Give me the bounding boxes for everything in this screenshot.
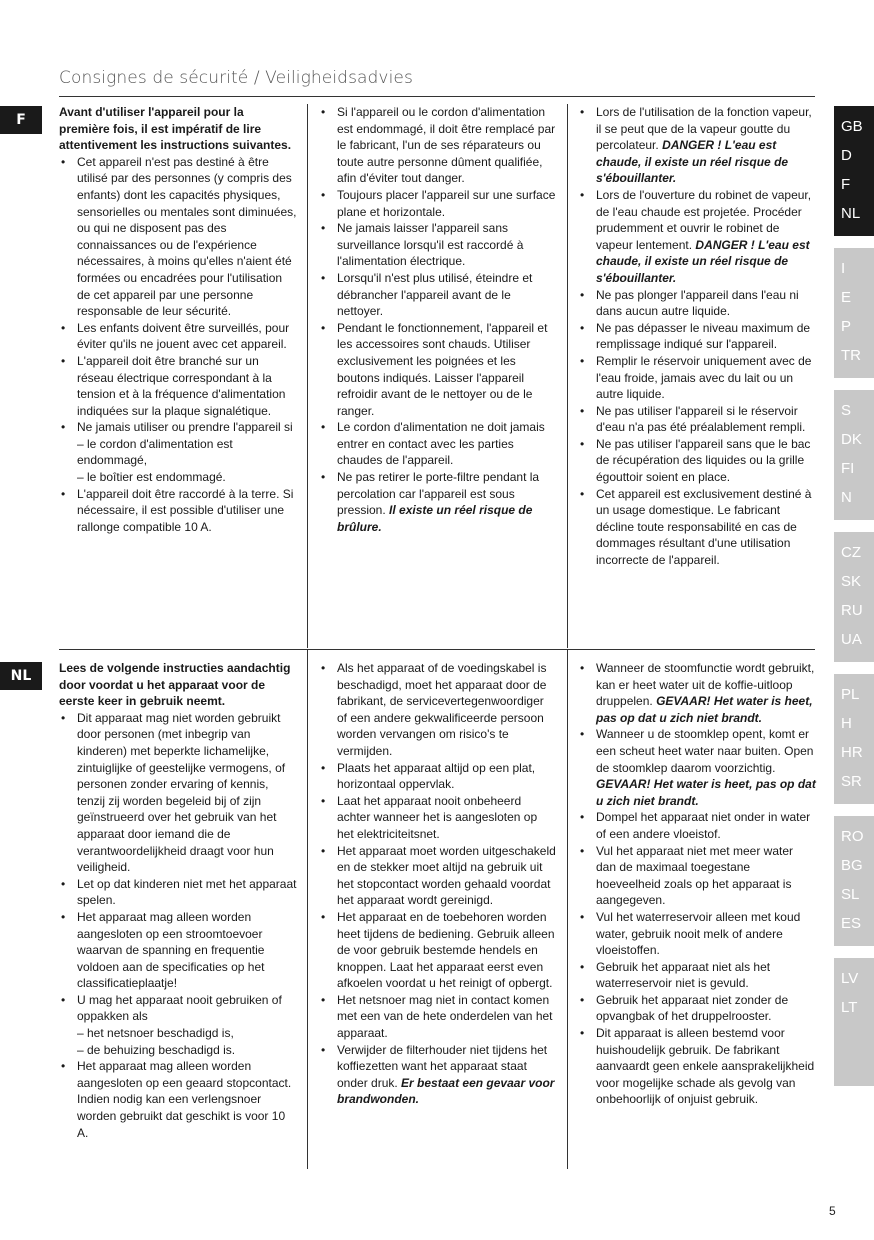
page-title: Consignes de sécurité / Veiligheidsadvies (59, 68, 413, 88)
list-item: • Cet appareil n'est pas destiné à être utilisé par des personnes (y compris des enfants) dont les capacités physiques, sensorielles ou mentales sont diminuées, ou qui ne disposent pas des connaissances ou de l'expérience nécessaires, à moins qu'elles n'aient été formées ou encadrées pour l'utilisation de cet appareil par une personne responsable de leur sécurité. (59, 154, 297, 320)
language-index-label: SR (841, 773, 862, 790)
language-index-group-2 (834, 248, 874, 378)
fr-column-2 (319, 104, 557, 535)
warning-text: GEVAAR! Het water is heet, pas op dat u zich niet brandt. (596, 777, 816, 808)
list-item: • Vul het apparaat niet met meer water dan de maximaal toegestane hoeveelheid zoals op het apparaat is aangegeven. (578, 843, 816, 909)
list-item-text: Ne pas retirer le porte-filtre pendant la percolation car l'appareil est sous pression. (337, 470, 540, 518)
list-item: • Gebruik het apparaat niet zonder de opvangbak of het druppelrooster. (578, 992, 816, 1025)
language-index-label: ES (841, 915, 862, 932)
language-index-label: GB (841, 118, 863, 135)
list-item: • Les enfants doivent être surveillés, pour éviter qu'ils ne jouent avec cet appareil. (59, 320, 297, 353)
nl-column-2 (319, 660, 557, 1108)
list-item: • L'appareil doit être branché sur un réseau électrique correspondant à la tension et à la fréquence d'alimentation indiquées sur la plaque signalétique. (59, 353, 297, 419)
language-index-label: P (841, 318, 852, 335)
fr-col3-list (578, 104, 816, 569)
list-item: • Ne pas plonger l'appareil dans l'eau ni dans aucun autre liquide. (578, 287, 816, 320)
language-index-label: SK (841, 573, 862, 590)
column-divider (567, 104, 568, 648)
list-subitem: – le cordon d'alimentation est endommagé, (77, 436, 233, 468)
list-item: • Pendant le fonctionnement, l'appareil et les accessoires sont chauds. Utiliser exclusivement les poignées et les boutons indiqués. Laisser l'appareil refroidir avant de le nettoyer ou de le ranger. (319, 320, 557, 420)
list-item (319, 1042, 557, 1108)
list-item: • Si l'appareil ou le cordon d'alimentation est endommagé, il doit être remplacé par le fabricant, l'un de ses réparateurs ou toute autre personne dûment qualifiée, afin d'éviter tout danger. (319, 104, 557, 187)
column-divider (567, 649, 568, 1169)
language-index-label: H (841, 715, 852, 732)
list-item: • Toujours placer l'appareil sur une surface plane et horizontale. (319, 187, 557, 220)
column-divider (307, 104, 308, 648)
fr-column-1 (59, 104, 297, 535)
fr-col2-list (319, 104, 557, 535)
list-item: • Cet appareil est exclusivement destiné à un usage domestique. Le fabricant décline toute responsabilité en cas de dommages résultant d'une utilisation incorrecte de l'appareil. (578, 486, 816, 569)
list-item-text: Wanneer de stoomfunctie wordt gebruikt, kan er heet water uit de koffie-uitloop druppelen. (596, 661, 815, 709)
list-item (59, 992, 297, 1058)
list-item-text: U mag het apparaat nooit gebruiken of oppakken als (77, 992, 282, 1024)
column-divider (307, 649, 308, 1169)
list-item: • Laat het apparaat nooit onbeheerd achter wanneer het is aangesloten op het elektriciteitsnet. (319, 793, 557, 843)
list-item (578, 726, 816, 809)
list-item: • Als het apparaat of de voedingskabel is beschadigd, moet het apparaat door de fabrikant, de servicevertegenwoordiger of een andere gekwalificeerde persoon worden vervangen om risico's te vermijden. (319, 660, 557, 760)
language-index-label: SL (841, 886, 860, 903)
fr-column-3 (578, 104, 816, 569)
language-index-label: LT (841, 999, 858, 1016)
list-item: • Dit apparaat mag niet worden gebruikt door personen (met inbegrip van kinderen) met beperkte lichamelijke, zintuiglijke of geestelijke vermogens, of personen zonder ervaring of kennis, tenzij zij worden begeleid bij of zijn geïnstrueerd over het gebruik van het apparaat door iemand die de verantwoordelijkheid draagt voor hun veiligheid. (59, 710, 297, 876)
list-item: • Vul het waterreservoir alleen met koud water, gebruik nooit melk of andere vloeistoffen. (578, 909, 816, 959)
list-item: • Ne pas utiliser l'appareil si le réservoir d'eau n'a pas été préalablement rempli. (578, 403, 816, 436)
language-index-label: LV (841, 970, 859, 987)
list-item: • Het apparaat moet worden uitgeschakeld en de stekker moet altijd na gebruik uit het stopcontact worden gehaald voordat het apparaat wordt gereinigd. (319, 843, 557, 909)
title-divider (59, 96, 815, 97)
nl-col1-list (59, 710, 297, 1141)
section-tag-fr: F (0, 106, 42, 134)
language-index-label: BG (841, 857, 863, 874)
list-item: • Lorsqu'il n'est plus utilisé, éteindre et débrancher l'appareil avant de le nettoyer. (319, 270, 557, 320)
list-item-text: Lors de l'ouverture du robinet de vapeur, de l'eau chaude est projetée. Procéder prudemment et ouvrir le robinet de vapeur lentement. (596, 187, 812, 252)
list-item (319, 469, 557, 535)
language-index-label: I (841, 260, 846, 277)
language-index-group-7 (834, 958, 874, 1086)
language-index-group-4 (834, 532, 874, 662)
language-index-group-1 (834, 106, 874, 236)
list-subitem: – le boîtier est endommagé. (77, 470, 226, 485)
language-index-label: S (841, 402, 852, 419)
list-item (578, 187, 816, 287)
list-item-text: Ne jamais utiliser ou prendre l'appareil si (77, 420, 293, 435)
language-index-label: UA (841, 631, 862, 648)
list-item: • L'appareil doit être raccordé à la terre. Si nécessaire, il est possible d'utiliser une rallonge compatible 10 A. (59, 486, 297, 536)
language-index-label: RU (841, 602, 863, 619)
language-index-label: HR (841, 744, 863, 761)
list-subitem: – de behuizing beschadigd is. (77, 1042, 236, 1057)
page-number: 5 (829, 1204, 836, 1218)
list-item (578, 660, 816, 726)
list-item: • Dompel het apparaat niet onder in water of een andere vloeistof. (578, 809, 816, 842)
language-index-label: DK (841, 431, 862, 448)
language-index-label: E (841, 289, 852, 306)
list-item-text: Verwijder de filterhouder niet tijdens het koffiezetten want het apparaat staat onder druk. (337, 1042, 548, 1090)
list-item: • Let op dat kinderen niet met het apparaat spelen. (59, 876, 297, 909)
language-index-label: PL (841, 686, 860, 703)
nl-intro: Lees de volgende instructies aandachtig door voordat u het apparaat voor de eerste keer in gebruik neemt. (59, 661, 291, 709)
list-item: • Het apparaat mag alleen worden aangesloten op een geaard stopcontact. Indien nodig kan een verlengsnoer worden gebruikt dat geschikt is voor 10 A. (59, 1058, 297, 1141)
warning-text: DANGER ! L'eau est chaude, il existe un réel risque de s'ébouillanter. (596, 138, 789, 186)
warning-text: Il existe un réel risque de brûlure. (337, 503, 533, 534)
list-item: • Gebruik het apparaat niet als het waterreservoir niet is gevuld. (578, 959, 816, 992)
list-item: • Remplir le réservoir uniquement avec de l'eau froide, jamais avec du lait ou un autre liquide. (578, 353, 816, 403)
list-item: • Le cordon d'alimentation ne doit jamais entrer en contact avec les parties chaudes de l'appareil. (319, 419, 557, 469)
nl-col3-list (578, 660, 816, 1108)
list-item-text: Wanneer u de stoomklep opent, komt er een scheut heet water naar buiten. Open de stoomklep daarom voorzichtig. (596, 727, 814, 775)
language-index-group-6 (834, 816, 874, 946)
warning-text: GEVAAR! Het water is heet, pas op dat u zich niet brandt. (596, 694, 813, 725)
section-divider (59, 649, 815, 650)
language-index-label: CZ (841, 544, 861, 561)
language-index-label: RO (841, 828, 864, 845)
list-item: • Dit apparaat is alleen bestemd voor huishoudelijk gebruik. De fabrikant aanvaardt geen enkele aansprakelijkheid voor mogelijke schade als gevolg van onbehoorlijk of onjuist gebruik. (578, 1025, 816, 1108)
list-item (59, 419, 297, 485)
list-item: • Het netsnoer mag niet in contact komen met een van de hete onderdelen van het apparaat. (319, 992, 557, 1042)
language-index-label: N (841, 489, 852, 506)
warning-text: Er bestaat een gevaar voor brandwonden. (337, 1075, 555, 1107)
language-index-label: TR (841, 347, 861, 364)
nl-col2-list (319, 660, 557, 1108)
list-item-text: Lors de l'utilisation de la fonction vapeur, il se peut que de la vapeur goutte du percolateur. (596, 105, 812, 153)
language-index-label: F (841, 176, 851, 193)
list-item: • Ne pas utiliser l'appareil sans que le bac de récupération des liquides ou la grille égouttoir soient en place. (578, 436, 816, 486)
language-index-label: FI (841, 460, 855, 477)
list-item (578, 104, 816, 187)
fr-col1-list (59, 154, 297, 536)
language-index-group-5 (834, 674, 874, 804)
language-index-label: NL (841, 205, 861, 222)
list-subitem: – het netsnoer beschadigd is, (77, 1026, 234, 1041)
language-index-group-3 (834, 390, 874, 520)
list-item: • Plaats het apparaat altijd op een plat, horizontaal oppervlak. (319, 760, 557, 793)
nl-column-1 (59, 660, 297, 1141)
fr-intro: Avant d'utiliser l'appareil pour la première fois, il est impératif de lire attentivement les instructions suivantes. (59, 105, 292, 153)
warning-text: DANGER ! L'eau est chaude, il existe un réel risque de s'ébouillanter. (596, 237, 810, 285)
language-index-label: D (841, 147, 852, 164)
list-item: • Ne pas dépasser le niveau maximum de remplissage indiqué sur l'appareil. (578, 320, 816, 353)
list-item: • Het apparaat mag alleen worden aangesloten op een stroomtoevoer waarvan de spanning en frequentie voldoen aan de specificaties op het classificatieplaatje! (59, 909, 297, 992)
nl-column-3 (578, 660, 816, 1108)
list-item: • Het apparaat en de toebehoren worden heet tijdens de bediening. Gebruik alleen de voor gebruik bestemde hendels en knoppen. Laat het apparaat eerst even afkoelen voordat u het reinigt of opbergt. (319, 909, 557, 992)
section-tag-nl: NL (0, 662, 42, 690)
list-item: • Ne jamais laisser l'appareil sans surveillance lorsqu'il est raccordé à l'alimentation électrique. (319, 220, 557, 270)
